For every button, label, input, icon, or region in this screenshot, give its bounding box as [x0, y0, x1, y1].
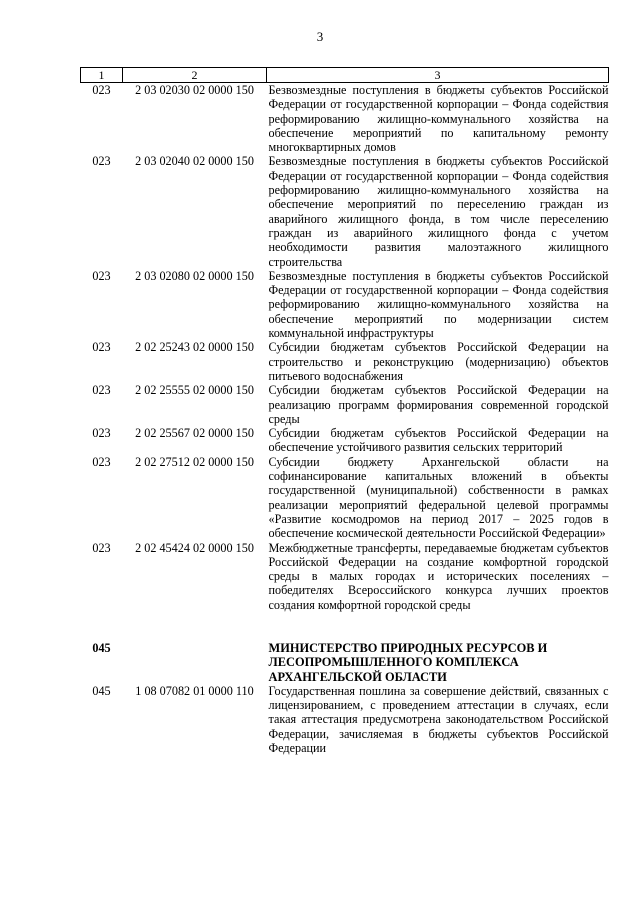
revenue-code: 2 02 27512 02 0000 150	[135, 454, 254, 469]
table-row	[81, 684, 609, 755]
revenue-description: Субсидии бюджетам субъектов Российской Федерации на обеспечение устойчивого развития сельских территорий	[268, 426, 609, 455]
revenue-code: 2 03 02030 02 0000 150	[135, 83, 254, 97]
column-header-2: 2	[123, 68, 267, 83]
revenue-code: 2 02 25567 02 0000 150	[135, 426, 254, 441]
table-row	[81, 154, 609, 268]
column-header-1: 1	[81, 68, 123, 83]
revenue-description: Безвозмездные поступления в бюджеты субъектов Российской Федерации от государственной корпорации – Фонда содействия реформированию жилищно-коммунального хозяйства на обеспечение мероприятий по переселению граждан из аварийного жилищного фонда, в том числе переселению граждан из аварийного жилищного фонда с учетом необходимости развития малоэтажного жилищного строительства	[268, 154, 609, 269]
table-header-row	[81, 68, 609, 83]
section-admin-code: 045	[92, 640, 111, 655]
admin-code: 023	[92, 383, 111, 398]
admin-code: 023	[92, 454, 111, 469]
revenue-code: 2 02 25243 02 0000 150	[135, 340, 254, 355]
revenue-code: 1 08 07082 01 0000 110	[135, 683, 254, 698]
table-row	[81, 340, 609, 383]
table-row	[81, 83, 609, 155]
revenue-code: 2 02 45424 02 0000 150	[135, 540, 254, 555]
revenue-description: Государственная пошлина за совершение действий, связанных с лицензированием, с проведением аттестации в случаях, если такая аттестация предусмотрена законодательством Российской Федерации, зачисляемая в бюджеты субъектов Российской Федерации	[268, 683, 609, 756]
spacer-row	[81, 612, 609, 641]
admin-code: 023	[92, 426, 111, 441]
section-title: МИНИСТЕРСТВО ПРИРОДНЫХ РЕСУРСОВ И ЛЕСОПРОМЫШЛЕННОГО КОМПЛЕКСА АРХАНГЕЛЬСКОЙ ОБЛАСТИ	[268, 640, 548, 684]
admin-code: 023	[92, 340, 111, 355]
table-row	[81, 269, 609, 340]
admin-code: 023	[92, 268, 111, 283]
revenue-description: Межбюджетные трансферты, передаваемые бюджетам субъектов Российской Федерации на создание комфортной городской среды в малых городах и исторических поселениях – победителях Всероссийского конкурса лучших проектов создания комфортной городской среды	[268, 540, 609, 612]
section-empty-cell	[123, 641, 267, 684]
revenue-table	[80, 67, 609, 755]
section-heading-row	[81, 641, 609, 684]
admin-code: 023	[92, 540, 111, 555]
admin-code: 023	[92, 83, 111, 97]
revenue-code: 2 03 02040 02 0000 150	[135, 154, 254, 169]
revenue-description: Субсидии бюджетам субъектов Российской Федерации на реализацию программ формирования современной городской среды	[268, 383, 609, 426]
admin-code: 023	[92, 154, 111, 169]
revenue-description: Субсидии бюджету Архангельской области на софинансирование капитальных вложений в объекты государственной (муниципальной) собственности в рамках реализации мероприятий федеральной целевой программы «Развитие космодромов на период 2017 – 2025 годов в обеспечение космической деятельности Российской Федерации»	[268, 454, 609, 541]
column-header-3: 3	[267, 68, 609, 83]
table-row	[81, 541, 609, 612]
revenue-code: 2 03 02080 02 0000 150	[135, 268, 254, 283]
table-row	[81, 383, 609, 426]
table-row	[81, 455, 609, 541]
revenue-description: Безвозмездные поступления в бюджеты субъектов Российской Федерации от государственной корпорации – Фонда содействия реформированию жилищно-коммунального хозяйства на обеспечение мероприятий по капитальному ремонту многоквартирных домов	[268, 83, 609, 155]
revenue-code: 2 02 25555 02 0000 150	[135, 383, 254, 398]
admin-code: 045	[92, 683, 111, 698]
revenue-description: Безвозмездные поступления в бюджеты субъектов Российской Федерации от государственной корпорации – Фонда содействия реформированию жилищно-коммунального хозяйства на обеспечение мероприятий по модернизации систем коммунальной инфраструктуры	[268, 268, 609, 341]
revenue-description: Субсидии бюджетам субъектов Российской Федерации на строительство и реконструкцию (модернизацию) объектов питьевого водоснабжения	[268, 340, 609, 383]
page-number: 3	[316, 29, 324, 44]
table-row	[81, 426, 609, 455]
